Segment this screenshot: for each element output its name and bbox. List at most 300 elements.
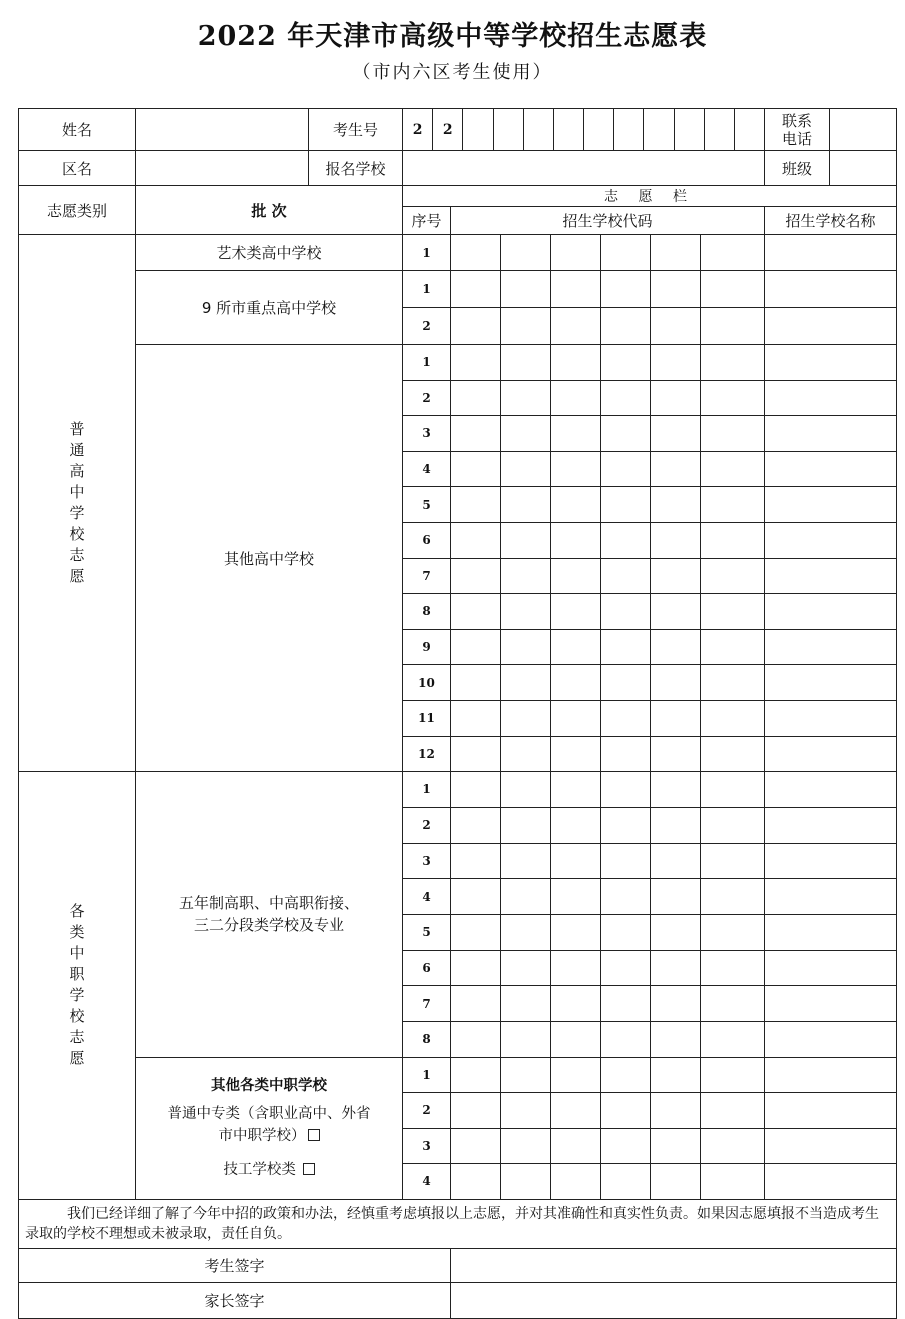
school-code-input[interactable] (451, 1164, 501, 1200)
school-code-input[interactable] (551, 594, 601, 630)
technical-secondary-line1: 普通中专类（含职业高中、外省 (167, 1106, 371, 1123)
school-code-input[interactable] (551, 665, 601, 701)
header-row-district (19, 151, 897, 186)
school-code-input[interactable] (501, 594, 551, 630)
seq-number: 4 (403, 451, 451, 487)
school-code-input[interactable] (451, 843, 501, 879)
seq-number: 8 (403, 594, 451, 630)
vocational-label-char: 愿 (69, 1049, 85, 1068)
school-code-input[interactable] (701, 308, 765, 345)
school-code-input[interactable] (551, 558, 601, 594)
key-school-batch: 9 所市重点高中学校 (136, 271, 403, 345)
student-signature-input[interactable] (451, 1248, 897, 1282)
school-code-input[interactable] (451, 879, 501, 915)
school-code-input[interactable] (701, 1128, 765, 1164)
school-code-input[interactable] (551, 522, 601, 558)
seq-number: 6 (403, 950, 451, 986)
seq-number: 12 (403, 736, 451, 772)
technical-secondary-checkbox[interactable] (308, 1129, 320, 1141)
name-label: 姓名 (19, 109, 136, 151)
vocational-category-label (19, 772, 136, 1200)
five-year-row (19, 772, 897, 808)
school-code-input[interactable] (701, 986, 765, 1022)
art-school-row (19, 235, 897, 271)
school-code-input[interactable] (451, 772, 501, 808)
school-code-input[interactable] (451, 1057, 501, 1093)
vocational-label-char: 职 (69, 965, 85, 984)
school-code-input[interactable] (601, 487, 651, 523)
school-name-input[interactable] (765, 235, 897, 271)
school-code-input[interactable] (451, 487, 501, 523)
volunteer-section-header: 志 愿 栏 (403, 186, 897, 207)
school-name-input[interactable] (765, 1021, 897, 1057)
school-code-input[interactable] (501, 843, 551, 879)
seq-number: 1 (403, 772, 451, 808)
school-code-input[interactable] (651, 1093, 701, 1129)
school-code-input[interactable] (701, 271, 765, 308)
school-code-input[interactable] (551, 629, 601, 665)
school-code-input[interactable] (651, 736, 701, 772)
school-code-input[interactable] (651, 629, 701, 665)
school-code-input[interactable] (601, 1021, 651, 1057)
school-code-input[interactable] (601, 235, 651, 271)
school-code-input[interactable] (551, 235, 601, 271)
general-label-char: 愿 (69, 567, 85, 586)
school-code-input[interactable] (501, 416, 551, 452)
school-code-input[interactable] (701, 736, 765, 772)
school-name-input[interactable] (765, 1093, 897, 1129)
seq-number: 1 (403, 1057, 451, 1093)
seq-number: 6 (403, 522, 451, 558)
other-high-school-batch: 其他高中学校 (136, 345, 403, 772)
student-signature-label: 考生签字 (19, 1248, 451, 1282)
school-code-input[interactable] (651, 1057, 701, 1093)
school-code-input[interactable] (701, 594, 765, 630)
school-code-input[interactable] (551, 345, 601, 381)
school-code-input[interactable] (551, 772, 601, 808)
school-code-input[interactable] (601, 736, 651, 772)
vocational-label-char: 校 (69, 1007, 85, 1026)
school-name-input[interactable] (765, 772, 897, 808)
school-code-input[interactable] (601, 629, 651, 665)
class-label: 班级 (781, 159, 812, 178)
five-year-batch (136, 772, 403, 1058)
exam-no-digit-box[interactable] (704, 109, 734, 150)
school-code-input[interactable] (651, 271, 701, 308)
school-code-input[interactable] (551, 271, 601, 308)
school-code-input[interactable] (451, 1128, 501, 1164)
school-code-input[interactable] (701, 1164, 765, 1200)
school-code-input[interactable] (601, 451, 651, 487)
school-code-input[interactable] (451, 558, 501, 594)
exam-no-prefix: 2 (442, 121, 453, 138)
school-code-input[interactable] (601, 879, 651, 915)
general-label-char: 学 (69, 504, 85, 523)
school-code-input[interactable] (701, 558, 765, 594)
school-code-input[interactable] (551, 1093, 601, 1129)
exam-no-prefix: 2 (412, 121, 423, 138)
school-code-input[interactable] (501, 772, 551, 808)
school-code-input[interactable] (701, 522, 765, 558)
seq-number: 1 (403, 345, 451, 381)
school-code-input[interactable] (451, 235, 501, 271)
school-code-input[interactable] (451, 1093, 501, 1129)
school-code-input[interactable] (601, 843, 651, 879)
school-code-input[interactable] (701, 487, 765, 523)
school-code-input[interactable] (501, 1021, 551, 1057)
school-code-input[interactable] (451, 629, 501, 665)
school-code-input[interactable] (551, 736, 601, 772)
vocational-label-char: 各 (69, 902, 85, 921)
school-code-input[interactable] (651, 558, 701, 594)
school-code-input[interactable] (701, 700, 765, 736)
school-code-input[interactable] (551, 700, 601, 736)
school-code-input[interactable] (651, 1128, 701, 1164)
form-body (19, 109, 897, 1319)
school-code-input[interactable] (501, 235, 551, 271)
school-code-input[interactable] (601, 665, 651, 701)
school-code-input[interactable] (501, 1093, 551, 1129)
school-code-input[interactable] (601, 807, 651, 843)
school-code-input[interactable] (651, 843, 701, 879)
name-input[interactable] (136, 109, 309, 151)
school-code-input[interactable] (651, 914, 701, 950)
seq-number: 3 (403, 416, 451, 452)
school-name-input[interactable] (765, 700, 897, 736)
school-code-input[interactable] (701, 451, 765, 487)
school-code-input[interactable] (501, 1057, 551, 1093)
parent-signature-row (19, 1282, 897, 1318)
school-code-input[interactable] (501, 807, 551, 843)
school-code-input[interactable] (651, 1021, 701, 1057)
seq-number: 10 (403, 665, 451, 701)
school-code-input[interactable] (651, 950, 701, 986)
general-label-char: 中 (69, 483, 85, 502)
district-input[interactable] (136, 151, 309, 186)
school-name-input[interactable] (765, 843, 897, 879)
school-code-input[interactable] (651, 308, 701, 345)
school-code-input[interactable] (601, 700, 651, 736)
exam-no-digit-box[interactable] (553, 109, 583, 150)
technical-school-label: 技工学校类 (223, 1162, 296, 1179)
other-vocational-batch (136, 1057, 403, 1199)
school-code-input[interactable] (701, 772, 765, 808)
school-code-input[interactable] (451, 700, 501, 736)
school-name-input[interactable] (765, 308, 897, 345)
school-code-input[interactable] (451, 986, 501, 1022)
form-title: 2022 年天津市高级中等学校招生志愿表 (197, 21, 708, 52)
district-label: 区名 (19, 151, 136, 186)
school-code-input[interactable] (501, 1128, 551, 1164)
form-subtitle: （市内六区考生使用） (352, 62, 553, 83)
seq-number: 1 (403, 235, 451, 271)
school-code-input[interactable] (451, 308, 501, 345)
seq-number: 4 (403, 879, 451, 915)
vocational-label-char: 志 (69, 1028, 85, 1047)
other-vocational-title: 其他各类中职学校 (211, 1078, 327, 1095)
school-code-input[interactable] (601, 914, 651, 950)
school-code-input[interactable] (651, 665, 701, 701)
school-code-input[interactable] (601, 345, 651, 381)
school-code-input[interactable] (501, 308, 551, 345)
school-name-input[interactable] (765, 629, 897, 665)
school-code-input[interactable] (551, 416, 601, 452)
school-code-input[interactable] (651, 235, 701, 271)
exam-no-digit-box[interactable] (674, 109, 704, 150)
school-name-input[interactable] (765, 879, 897, 915)
general-label-char: 通 (69, 441, 85, 460)
vocational-label-char: 类 (69, 923, 85, 942)
school-code-input[interactable] (501, 736, 551, 772)
school-code-input[interactable] (651, 345, 701, 381)
exam-no-digit-box[interactable] (493, 109, 523, 150)
school-code-input[interactable] (651, 986, 701, 1022)
school-code-input[interactable] (651, 380, 701, 416)
school-name-input[interactable] (765, 1057, 897, 1093)
school-code-input[interactable] (551, 487, 601, 523)
exam-no-digit-box[interactable] (613, 109, 643, 150)
general-label-char: 普 (69, 420, 85, 439)
school-code-input[interactable] (501, 271, 551, 308)
school-code-input[interactable] (601, 1057, 651, 1093)
exam-no-digit-box[interactable] (462, 109, 492, 150)
technical-secondary-line2: 市中职学校） (218, 1128, 306, 1145)
school-name-input[interactable] (765, 345, 897, 381)
school-code-input[interactable] (651, 700, 701, 736)
class-cell (765, 151, 897, 186)
school-code-input[interactable] (451, 1021, 501, 1057)
exam-no-digit-box[interactable] (432, 109, 462, 150)
seq-number: 1 (403, 271, 451, 308)
seq-number: 3 (403, 843, 451, 879)
art-school-batch: 艺术类高中学校 (136, 235, 403, 271)
batch-header: 批 次 (136, 186, 403, 235)
phone-label-line2: 电话 (781, 129, 812, 148)
school-code-input[interactable] (651, 879, 701, 915)
school-code-input[interactable] (651, 416, 701, 452)
exam-no-digit-box[interactable] (734, 109, 764, 150)
student-signature-row (19, 1248, 897, 1282)
school-code-input[interactable] (451, 736, 501, 772)
school-name-input[interactable] (765, 986, 897, 1022)
school-code-input[interactable] (451, 807, 501, 843)
school-name-input[interactable] (765, 914, 897, 950)
key-school-row (19, 271, 897, 308)
seq-number: 2 (403, 807, 451, 843)
technical-school-checkbox[interactable] (303, 1163, 315, 1175)
school-name-input[interactable] (765, 1128, 897, 1164)
five-year-batch-line1: 五年制高职、中高职衔接、 (178, 894, 359, 913)
school-code-input[interactable] (701, 914, 765, 950)
school-code-input[interactable] (551, 451, 601, 487)
school-code-input[interactable] (651, 487, 701, 523)
school-code-input[interactable] (601, 522, 651, 558)
general-label-char: 志 (69, 546, 85, 565)
seq-number: 5 (403, 487, 451, 523)
school-code-input[interactable] (601, 308, 651, 345)
phone-label-line1: 联系 (781, 111, 812, 130)
school-code-input[interactable] (701, 843, 765, 879)
school-code-input[interactable] (451, 345, 501, 381)
exam-no-digit-box[interactable] (643, 109, 673, 150)
school-name-input[interactable] (765, 487, 897, 523)
seq-number: 11 (403, 700, 451, 736)
school-code-input[interactable] (601, 594, 651, 630)
general-label-char: 高 (69, 462, 85, 481)
school-code-input[interactable] (551, 807, 601, 843)
school-name-input[interactable] (765, 522, 897, 558)
pledge-row (19, 1199, 897, 1248)
seq-number: 7 (403, 558, 451, 594)
five-year-batch-line2: 三二分段类学校及专业 (193, 916, 344, 935)
school-code-input[interactable] (701, 629, 765, 665)
school-code-input[interactable] (551, 1164, 601, 1200)
school-code-input[interactable] (701, 416, 765, 452)
seq-header: 序号 (403, 207, 451, 235)
school-code-input[interactable] (601, 1093, 651, 1129)
school-code-input[interactable] (551, 1021, 601, 1057)
school-code-input[interactable] (701, 380, 765, 416)
school-code-input[interactable] (451, 271, 501, 308)
school-code-input[interactable] (501, 380, 551, 416)
school-code-input[interactable] (601, 1164, 651, 1200)
school-code-input[interactable] (701, 665, 765, 701)
class-input[interactable] (830, 151, 896, 185)
seq-number: 4 (403, 1164, 451, 1200)
seq-number: 7 (403, 986, 451, 1022)
school-code-input[interactable] (601, 986, 651, 1022)
school-code-input[interactable] (651, 522, 701, 558)
general-label-char: 校 (69, 525, 85, 544)
school-name-input[interactable] (765, 1164, 897, 1200)
school-name-input[interactable] (765, 380, 897, 416)
school-name-input[interactable] (765, 271, 897, 308)
school-code-input[interactable] (551, 879, 601, 915)
school-code-header: 招生学校代码 (451, 207, 765, 235)
school-code-input[interactable] (501, 451, 551, 487)
exam-no-boxes (403, 109, 765, 151)
school-code-input[interactable] (551, 986, 601, 1022)
seq-number: 8 (403, 1021, 451, 1057)
column-header-row-1 (19, 186, 897, 207)
seq-number: 5 (403, 914, 451, 950)
school-code-input[interactable] (551, 380, 601, 416)
school-code-input[interactable] (601, 416, 651, 452)
school-code-input[interactable] (451, 380, 501, 416)
school-code-input[interactable] (501, 879, 551, 915)
reg-school-label: 报名学校 (309, 151, 403, 186)
general-category-label (19, 235, 136, 772)
seq-number: 2 (403, 308, 451, 345)
school-code-input[interactable] (501, 986, 551, 1022)
school-code-input[interactable] (601, 380, 651, 416)
school-code-input[interactable] (501, 558, 551, 594)
school-name-input[interactable] (765, 451, 897, 487)
school-code-input[interactable] (501, 914, 551, 950)
school-code-input[interactable] (551, 914, 601, 950)
school-code-input[interactable] (451, 451, 501, 487)
exam-no-digit-box[interactable] (523, 109, 553, 150)
other-vocational-row (19, 1057, 897, 1093)
school-code-input[interactable] (651, 1164, 701, 1200)
school-name-input[interactable] (765, 416, 897, 452)
school-code-input[interactable] (501, 345, 551, 381)
category-header: 志愿类别 (19, 186, 136, 235)
school-code-input[interactable] (501, 522, 551, 558)
school-code-input[interactable] (501, 629, 551, 665)
school-code-input[interactable] (451, 522, 501, 558)
exam-no-label: 考生号 (309, 109, 403, 151)
pledge-text: 我们已经详细了解了今年中招的政策和办法，经慎重考虑填报以上志愿，并对其准确性和真实性负责。如果因志愿填报不当造成考生录取的学校不理想或未被录取，责任自负。 (19, 1199, 897, 1248)
school-code-input[interactable] (551, 843, 601, 879)
other-high-school-row (19, 345, 897, 381)
school-code-input[interactable] (551, 1057, 601, 1093)
school-code-input[interactable] (601, 271, 651, 308)
school-code-input[interactable] (651, 451, 701, 487)
school-code-input[interactable] (501, 487, 551, 523)
parent-signature-input[interactable] (451, 1282, 897, 1318)
school-code-input[interactable] (701, 345, 765, 381)
school-code-input[interactable] (501, 665, 551, 701)
school-name-input[interactable] (765, 736, 897, 772)
vocational-label-char: 学 (69, 986, 85, 1005)
school-code-input[interactable] (701, 879, 765, 915)
parent-signature-label: 家长签字 (19, 1282, 451, 1318)
phone-cell (765, 109, 897, 151)
school-name-input[interactable] (765, 807, 897, 843)
school-name-input[interactable] (765, 558, 897, 594)
school-code-input[interactable] (701, 235, 765, 271)
school-name-input[interactable] (765, 594, 897, 630)
school-code-input[interactable] (601, 772, 651, 808)
school-name-header: 招生学校名称 (765, 207, 897, 235)
school-code-input[interactable] (701, 1057, 765, 1093)
school-code-input[interactable] (651, 807, 701, 843)
school-name-input[interactable] (765, 665, 897, 701)
school-code-input[interactable] (601, 558, 651, 594)
school-code-input[interactable] (501, 700, 551, 736)
school-code-input[interactable] (701, 1093, 765, 1129)
exam-no-digit-box[interactable] (583, 109, 613, 150)
school-code-input[interactable] (451, 665, 501, 701)
exam-no-digit-box[interactable] (403, 109, 432, 150)
vocational-label-char: 中 (69, 944, 85, 963)
school-code-input[interactable] (551, 308, 601, 345)
school-name-input[interactable] (765, 950, 897, 986)
application-form-table (18, 108, 897, 1319)
school-code-input[interactable] (501, 950, 551, 986)
school-code-input[interactable] (551, 950, 601, 986)
school-code-input[interactable] (601, 950, 651, 986)
school-code-input[interactable] (651, 772, 701, 808)
seq-number: 2 (403, 380, 451, 416)
school-code-input[interactable] (501, 1164, 551, 1200)
school-code-input[interactable] (601, 1128, 651, 1164)
school-code-input[interactable] (701, 807, 765, 843)
school-code-input[interactable] (451, 594, 501, 630)
school-code-input[interactable] (451, 950, 501, 986)
reg-school-input[interactable] (403, 151, 765, 186)
school-code-input[interactable] (551, 1128, 601, 1164)
school-code-input[interactable] (701, 1021, 765, 1057)
seq-number: 9 (403, 629, 451, 665)
school-code-input[interactable] (451, 416, 501, 452)
school-code-input[interactable] (701, 950, 765, 986)
school-code-input[interactable] (651, 594, 701, 630)
seq-number: 2 (403, 1093, 451, 1129)
phone-input[interactable] (830, 109, 896, 150)
school-code-input[interactable] (451, 914, 501, 950)
